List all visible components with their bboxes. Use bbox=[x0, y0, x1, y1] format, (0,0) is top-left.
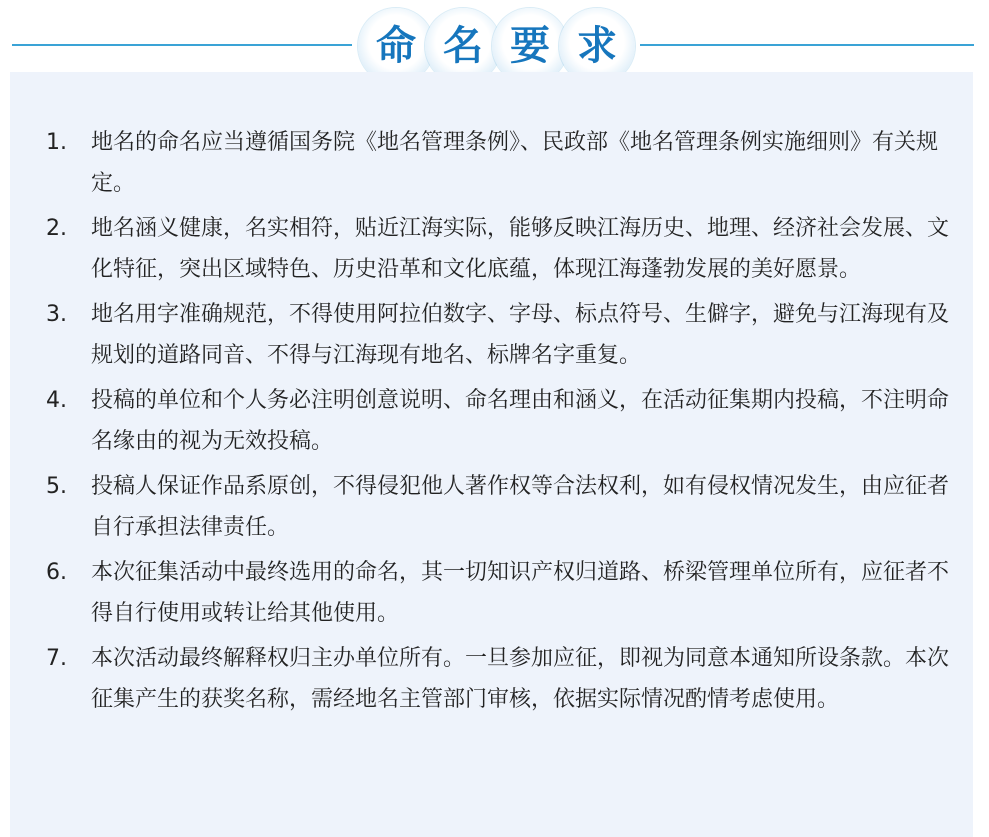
title-char: 要 bbox=[510, 23, 550, 69]
title-char: 名 bbox=[443, 23, 483, 69]
requirement-item bbox=[46, 380, 951, 462]
requirement-item bbox=[46, 466, 951, 548]
requirements-panel bbox=[10, 72, 973, 837]
requirement-number: 3. bbox=[46, 302, 67, 327]
requirement-item bbox=[46, 294, 951, 376]
requirement-text: 地名的命名应当遵循国务院《地名管理条例》、民政部《地名管理条例实施细则》有关规定。 bbox=[91, 130, 939, 196]
requirement-number: 4. bbox=[46, 388, 67, 413]
requirement-item bbox=[46, 208, 951, 290]
requirements-list bbox=[46, 122, 951, 724]
header-divider-right bbox=[640, 44, 974, 46]
requirement-number: 6. bbox=[46, 560, 67, 585]
header-divider-left bbox=[12, 44, 352, 46]
requirement-text: 本次活动最终解释权归主办单位所有。一旦参加应征，即视为同意本通知所设条款。本次征集产生的获奖名称，需经地名主管部门审核，依据实际情况酌情考虑使用。 bbox=[91, 646, 950, 712]
requirement-text: 地名用字准确规范，不得使用阿拉伯数字、字母、标点符号、生僻字，避免与江海现有及规划的道路同音、不得与江海现有地名、标牌名字重复。 bbox=[91, 302, 950, 368]
requirement-text: 地名涵义健康，名实相符，贴近江海实际，能够反映江海历史、地理、经济社会发展、文化特征，突出区域特色、历史沿革和文化底蕴，体现江海蓬勃发展的美好愿景。 bbox=[91, 216, 950, 282]
title-char: 求 bbox=[577, 23, 617, 69]
requirement-item bbox=[46, 552, 951, 634]
requirement-item bbox=[46, 638, 951, 720]
requirement-number: 5. bbox=[46, 474, 67, 499]
requirement-number: 1. bbox=[46, 130, 67, 155]
requirement-text: 本次征集活动中最终选用的命名，其一切知识产权归道路、桥梁管理单位所有，应征者不得自行使用或转让给其他使用。 bbox=[91, 560, 950, 626]
title-char: 命 bbox=[376, 23, 416, 69]
requirement-number: 7. bbox=[46, 646, 67, 671]
requirement-text: 投稿人保证作品系原创，不得侵犯他人著作权等合法权利，如有侵权情况发生，由应征者自行承担法律责任。 bbox=[91, 474, 950, 540]
requirement-number: 2. bbox=[46, 216, 67, 241]
requirement-text: 投稿的单位和个人务必注明创意说明、命名理由和涵义，在活动征集期内投稿，不注明命名缘由的视为无效投稿。 bbox=[91, 388, 950, 454]
requirement-item bbox=[46, 122, 951, 204]
